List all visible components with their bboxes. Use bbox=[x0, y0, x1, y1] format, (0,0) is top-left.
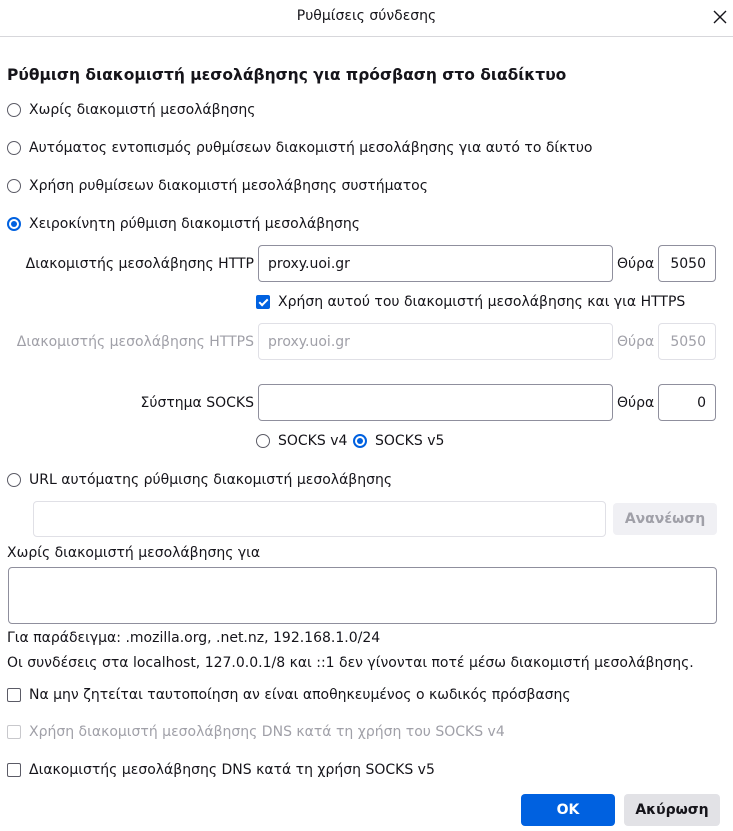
checkbox-socks5-dns[interactable] bbox=[7, 762, 435, 778]
socks-port-input[interactable]: 0 bbox=[658, 384, 716, 421]
radio-no-proxy-label: Χωρίς διακομιστή μεσολάβησης bbox=[29, 102, 256, 118]
cancel-button[interactable]: Ακύρωση bbox=[624, 794, 720, 826]
radio-socks-v5-label: SOCKS v5 bbox=[375, 433, 445, 449]
no-proxy-for-textarea[interactable] bbox=[8, 567, 717, 624]
reload-button: Ανανέωση bbox=[613, 503, 717, 535]
radio-manual-proxy-label: Χειροκίνητη ρύθμιση διακομιστή μεσολάβησης bbox=[29, 216, 360, 232]
radio-auto-detect-control[interactable] bbox=[7, 141, 21, 155]
radio-socks-v4-label: SOCKS v4 bbox=[278, 433, 348, 449]
close-icon bbox=[713, 10, 727, 24]
checkbox-also-https[interactable] bbox=[256, 294, 685, 310]
https-proxy-label: Διακομιστής μεσολάβησης HTTPS bbox=[16, 334, 254, 350]
radio-socks-v4-control[interactable] bbox=[256, 434, 270, 448]
auto-url-input bbox=[33, 501, 606, 537]
radio-no-proxy[interactable] bbox=[7, 102, 255, 118]
radio-socks-v5-control[interactable] bbox=[353, 434, 367, 448]
checkbox-also-https-label: Χρήση αυτού του διακομιστή μεσολάβησης και για HTTPS bbox=[278, 294, 686, 310]
radio-auto-url-control[interactable] bbox=[7, 473, 21, 487]
ok-button[interactable]: OK bbox=[521, 794, 615, 826]
checkbox-socks4-dns bbox=[7, 724, 505, 740]
http-port-label: Θύρα bbox=[617, 256, 655, 272]
checkbox-no-auth-prompt-label: Να μην ζητείται ταυτοποίηση αν είναι αποθηκευμένος ο κωδικός πρόσβασης bbox=[29, 687, 571, 703]
radio-socks-v5[interactable] bbox=[353, 433, 444, 449]
close-button[interactable] bbox=[708, 5, 732, 29]
socks-host-label: Σύστημα SOCKS bbox=[140, 395, 254, 411]
section-heading: Ρύθμιση διακομιστή μεσολάβησης για πρόσβαση στο διαδίκτυο bbox=[7, 66, 567, 84]
localhost-note: Οι συνδέσεις στα localhost, 127.0.0.1/8 και ::1 δεν γίνονται ποτέ μέσω διακομιστή μεσολάβησης. bbox=[7, 655, 694, 671]
http-proxy-input[interactable]: proxy.uoi.gr bbox=[258, 245, 613, 282]
no-proxy-for-label: Χωρίς διακομιστή μεσολάβησης για bbox=[7, 545, 261, 561]
https-port-input: 5050 bbox=[658, 323, 716, 360]
checkbox-socks5-dns-label: Διακομιστής μεσολάβησης DNS κατά τη χρήση SOCKS v5 bbox=[29, 762, 435, 778]
checkbox-also-https-control[interactable] bbox=[256, 295, 270, 309]
radio-manual-proxy-control[interactable] bbox=[7, 217, 21, 231]
radio-system-proxy-control[interactable] bbox=[7, 179, 21, 193]
radio-manual-proxy[interactable] bbox=[7, 216, 360, 232]
radio-no-proxy-control[interactable] bbox=[7, 103, 21, 117]
radio-auto-detect[interactable] bbox=[7, 140, 593, 156]
https-proxy-input: proxy.uoi.gr bbox=[258, 323, 613, 360]
socks-port-label: Θύρα bbox=[617, 395, 655, 411]
radio-auto-url[interactable] bbox=[7, 472, 392, 488]
radio-system-proxy[interactable] bbox=[7, 178, 428, 194]
checkbox-socks4-dns-label: Χρήση διακομιστή μεσολάβησης DNS κατά τη χρήση του SOCKS v4 bbox=[29, 724, 505, 740]
checkbox-no-auth-prompt[interactable] bbox=[7, 687, 571, 703]
no-proxy-example: Για παράδειγμα: .mozilla.org, .net.nz, 192.168.1.0/24 bbox=[7, 630, 381, 646]
socks-host-input[interactable] bbox=[258, 384, 613, 421]
radio-system-proxy-label: Χρήση ρυθμίσεων διακομιστή μεσολάβησης συστήματος bbox=[29, 178, 428, 194]
radio-socks-v4[interactable] bbox=[256, 433, 347, 449]
http-port-input[interactable]: 5050 bbox=[658, 245, 716, 282]
checkbox-socks4-dns-control bbox=[7, 725, 21, 739]
radio-auto-url-label: URL αυτόματης ρύθμισης διακομιστή μεσολάβησης bbox=[29, 472, 393, 488]
https-port-label: Θύρα bbox=[617, 334, 655, 350]
http-proxy-label: Διακομιστής μεσολάβησης HTTP bbox=[25, 256, 254, 272]
title-bar bbox=[0, 0, 733, 37]
radio-auto-detect-label: Αυτόματος εντοπισμός ρυθμίσεων διακομιστή μεσολάβησης για αυτό το δίκτυο bbox=[29, 140, 593, 156]
window-title: Ρυθμίσεις σύνδεσης bbox=[296, 8, 437, 24]
checkbox-no-auth-prompt-control[interactable] bbox=[7, 688, 21, 702]
checkbox-socks5-dns-control[interactable] bbox=[7, 763, 21, 777]
